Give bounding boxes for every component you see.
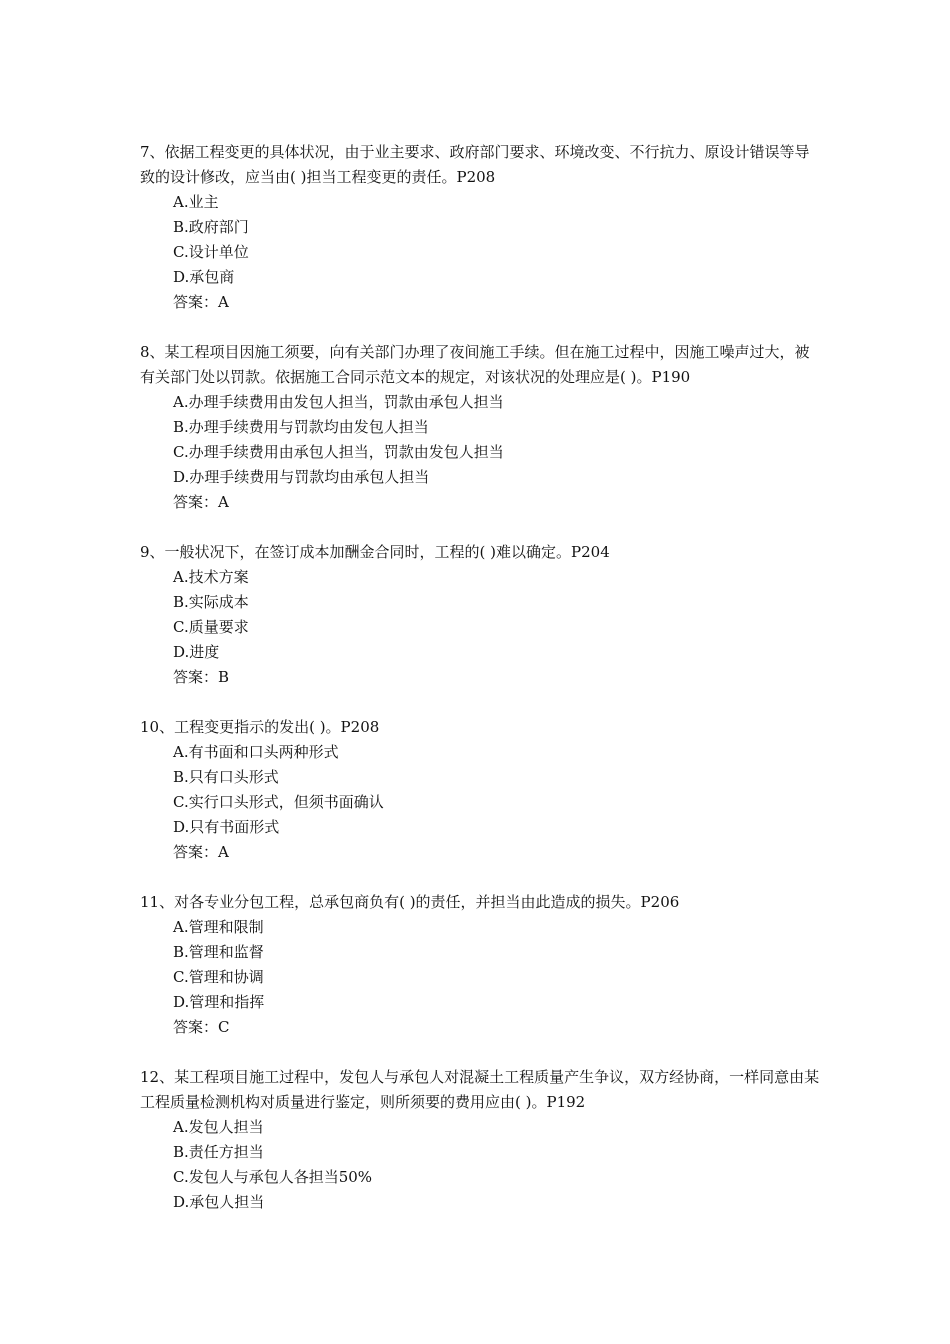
question-9	[140, 540, 820, 690]
question-text: 9、一般状况下，在签订成本加酬金合同时，工程的( )难以确定。P204	[140, 543, 610, 561]
option-c: C.管理和协调	[173, 968, 264, 986]
option-d: D.管理和指挥	[173, 993, 265, 1011]
option-d: D.办理手续费用与罚款均由承包人担当	[173, 468, 430, 486]
question-text: 11、对各专业分包工程，总承包商负有( )的责任，并担当由此造成的损失。P206	[140, 893, 680, 911]
option-d: D.承包人担当	[173, 1193, 265, 1211]
option-c: C.发包人与承包人各担当50%	[173, 1168, 373, 1186]
option-a: A.发包人担当	[173, 1118, 264, 1136]
option-b: B.办理手续费用与罚款均由发包人担当	[173, 418, 429, 436]
question-7	[140, 140, 820, 315]
option-d: D.承包商	[173, 268, 235, 286]
answer: 答案：A	[173, 843, 229, 861]
answer: 答案：B	[173, 668, 230, 686]
option-c: C.办理手续费用由承包人担当，罚款由发包人担当	[173, 443, 504, 461]
question-12	[140, 1065, 820, 1215]
option-b: B.管理和监督	[173, 943, 264, 961]
option-b: B.只有口头形式	[173, 768, 279, 786]
option-b: B.责任方担当	[173, 1143, 264, 1161]
question-8	[140, 340, 820, 515]
question-10	[140, 715, 820, 865]
answer: 答案：A	[173, 293, 229, 311]
option-c: C.实行口头形式，但须书面确认	[173, 793, 384, 811]
option-d: D.进度	[173, 643, 220, 661]
option-a: A.技术方案	[173, 568, 249, 586]
option-c: C.质量要求	[173, 618, 249, 636]
document-page	[140, 140, 820, 1240]
option-a: A.有书面和口头两种形式	[173, 743, 339, 761]
answer: 答案：A	[173, 493, 229, 511]
option-a: A.办理手续费用由发包人担当，罚款由承包人担当	[173, 393, 504, 411]
question-text: 8、某工程项目因施工须要，向有关部门办理了夜间施工手续。但在施工过程中，因施工噪声过大，被有关部门处以罚款。依据施工合同示范文本的规定，对该状况的处理应是( )。P190	[140, 343, 810, 386]
option-a: A.管理和限制	[173, 918, 264, 936]
option-b: B.政府部门	[173, 218, 249, 236]
option-c: C.设计单位	[173, 243, 249, 261]
option-b: B.实际成本	[173, 593, 249, 611]
question-text: 10、工程变更指示的发出( )。P208	[140, 718, 380, 736]
question-text: 7、依据工程变更的具体状况，由于业主要求、政府部门要求、环境改变、不行抗力、原设计错误等导致的设计修改，应当由( )担当工程变更的责任。P208	[140, 143, 810, 186]
option-a: A.业主	[173, 193, 219, 211]
option-d: D.只有书面形式	[173, 818, 280, 836]
answer: 答案：C	[173, 1018, 230, 1036]
question-text: 12、某工程项目施工过程中，发包人与承包人对混凝土工程质量产生争议，双方经协商，一样同意由某工程质量检测机构对质量进行鉴定，则所须要的费用应由( )。P192	[140, 1068, 820, 1111]
question-11	[140, 890, 820, 1040]
